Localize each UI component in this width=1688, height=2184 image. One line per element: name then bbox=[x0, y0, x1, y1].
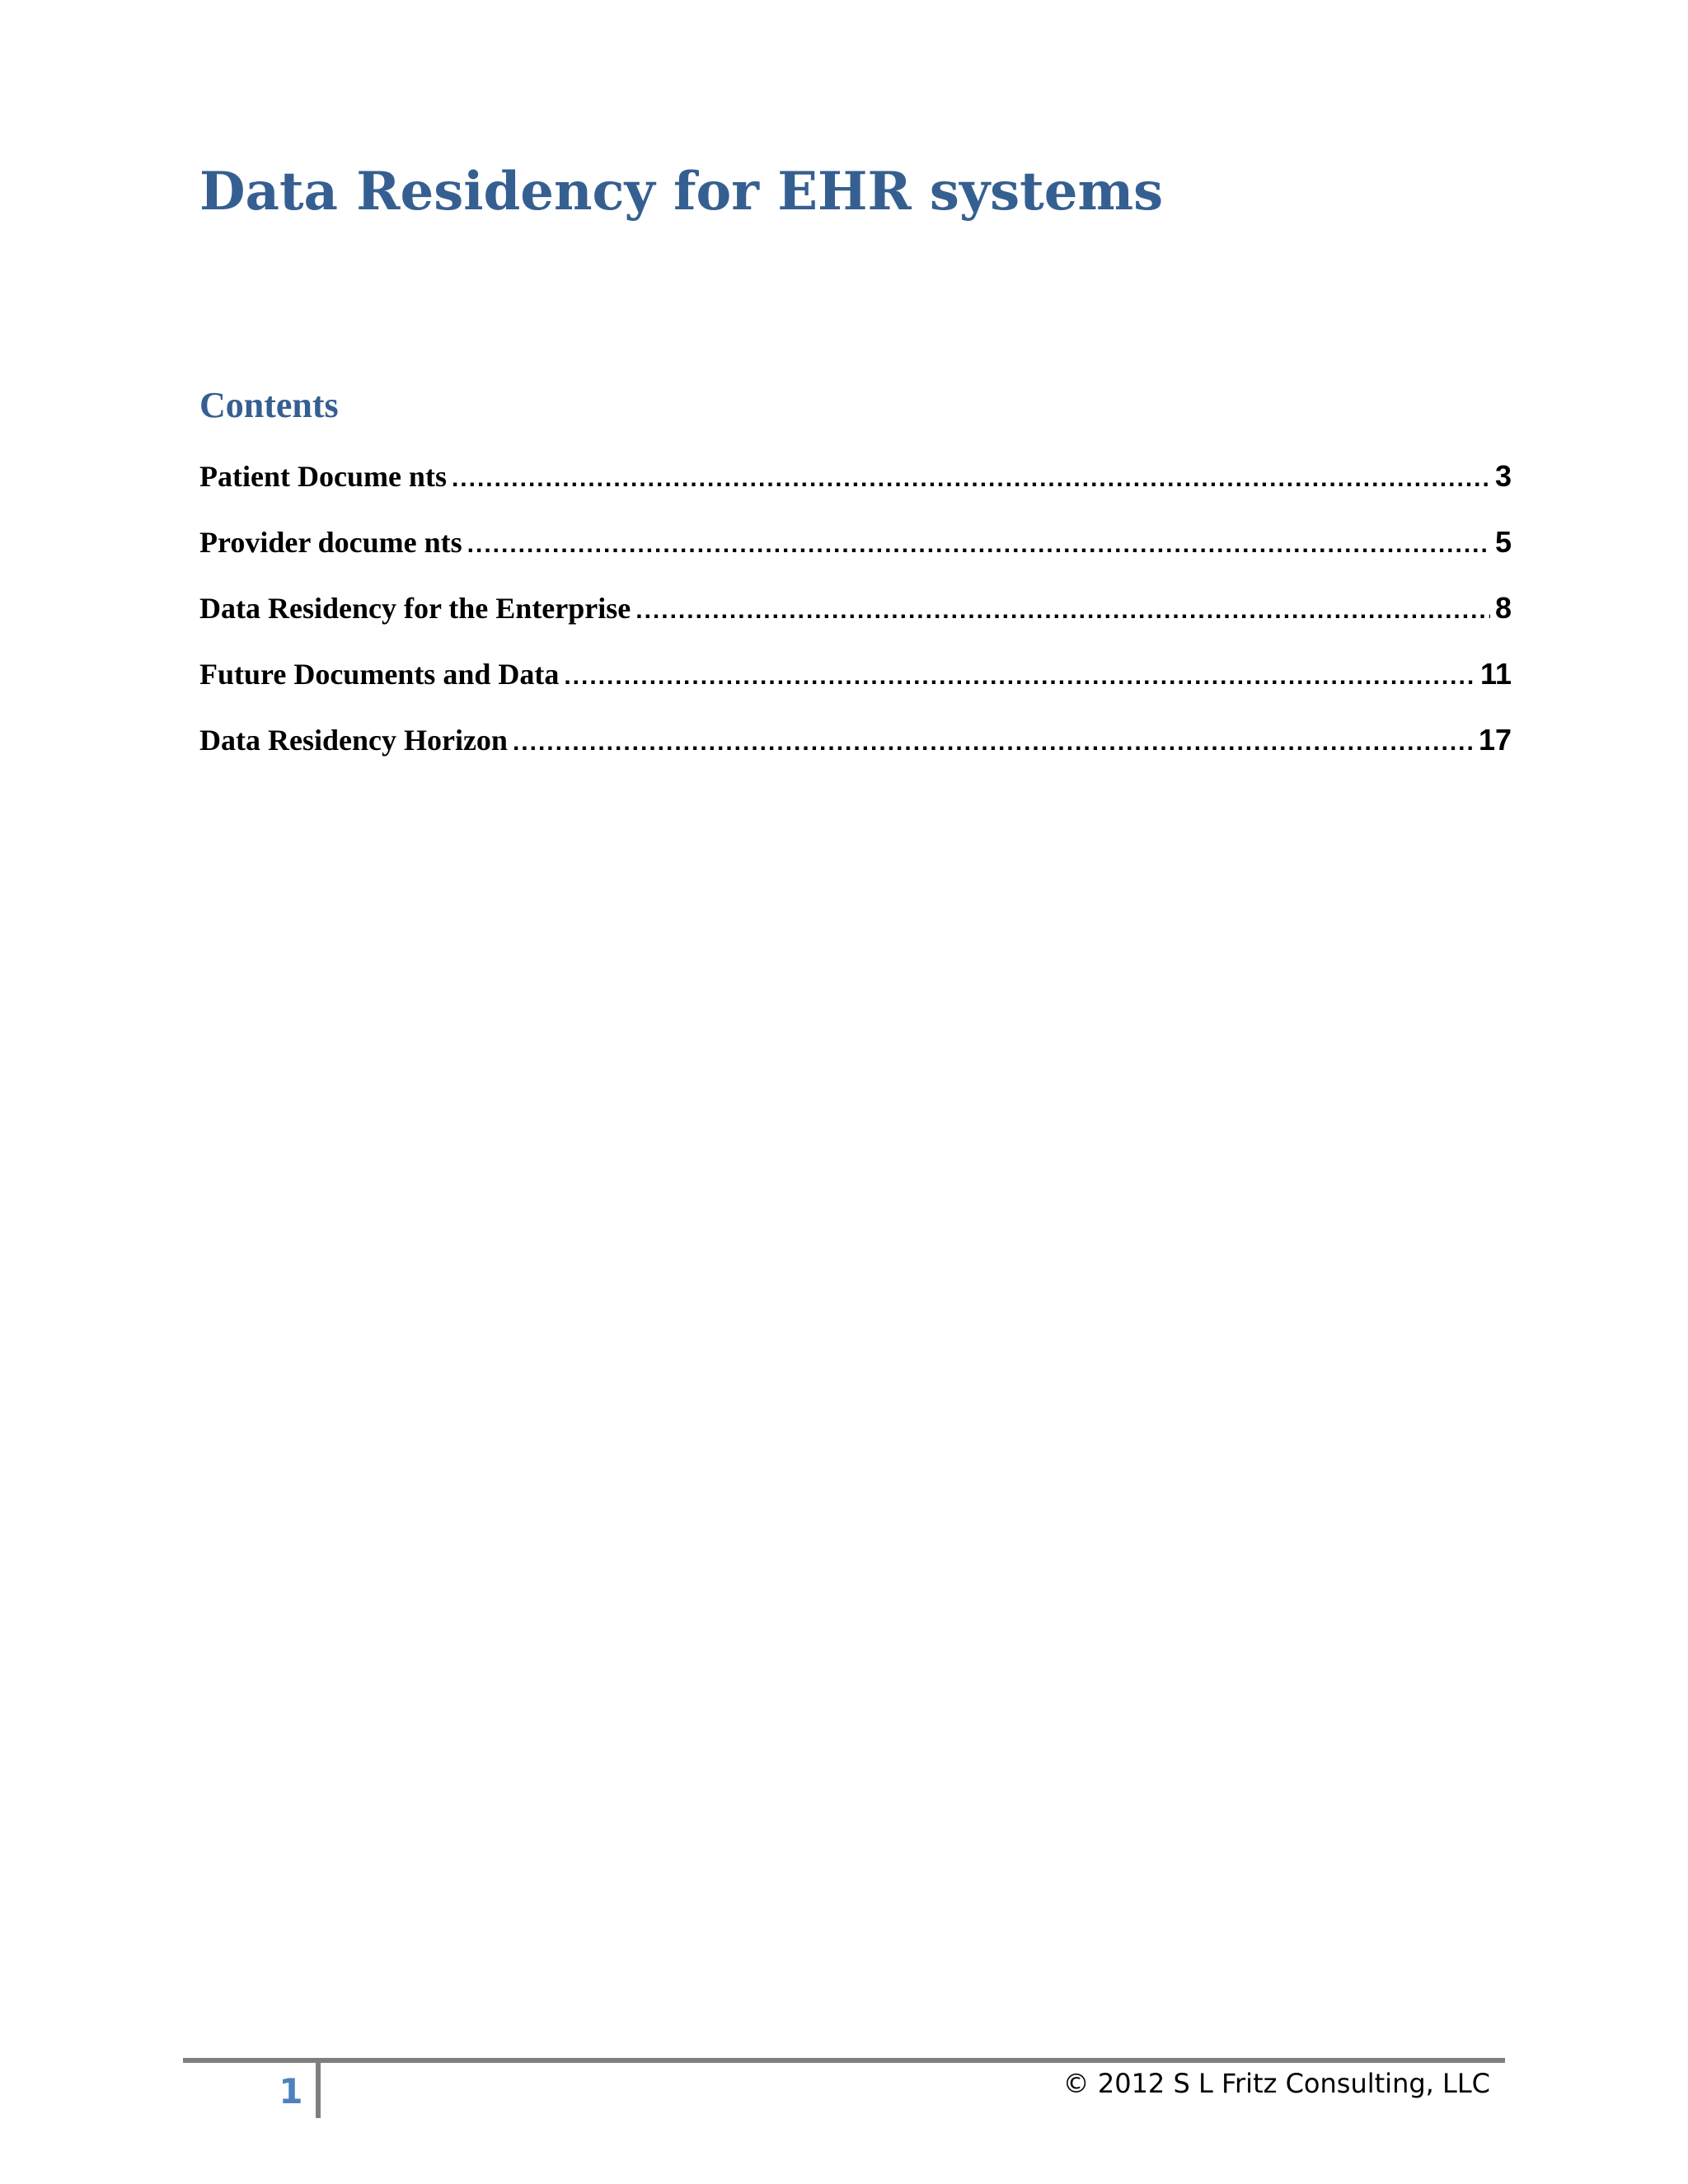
toc-entry-label: Future Documents and Data bbox=[199, 658, 560, 691]
document-title: Data Residency for EHR systems bbox=[199, 161, 1164, 223]
toc-entry-label: Data Residency Horizon bbox=[199, 724, 508, 757]
toc-dot-leader bbox=[513, 726, 1474, 759]
toc-entry-page: 8 bbox=[1494, 591, 1512, 625]
footer-page-number: 1 bbox=[279, 2071, 303, 2111]
toc-entry-patient-documents[interactable] bbox=[199, 460, 1512, 493]
toc-entry-data-residency-enterprise[interactable] bbox=[199, 592, 1512, 625]
footer-copyright: © 2012 S L Fritz Consulting, LLC bbox=[1062, 2068, 1490, 2099]
toc-entry-provider-documents[interactable] bbox=[199, 526, 1512, 559]
table-of-contents bbox=[199, 460, 1512, 790]
toc-entry-future-documents-data[interactable] bbox=[199, 658, 1512, 691]
toc-entry-page: 17 bbox=[1478, 723, 1512, 757]
toc-entry-label: Patient Docume nts bbox=[199, 460, 447, 493]
toc-dot-leader bbox=[635, 594, 1490, 627]
toc-entry-label: Provider docume nts bbox=[199, 526, 462, 559]
toc-dot-leader bbox=[467, 528, 1490, 561]
toc-dot-leader bbox=[452, 462, 1490, 495]
toc-entry-label: Data Residency for the Enterprise bbox=[199, 592, 631, 625]
footer-divider bbox=[316, 2063, 321, 2118]
toc-heading: Contents bbox=[199, 385, 339, 425]
toc-entry-data-residency-horizon[interactable] bbox=[199, 724, 1512, 757]
footer-rule bbox=[183, 2058, 1505, 2063]
toc-entry-page: 11 bbox=[1479, 657, 1512, 691]
toc-entry-page: 5 bbox=[1494, 525, 1512, 559]
toc-entry-page: 3 bbox=[1494, 459, 1512, 493]
toc-dot-leader bbox=[564, 660, 1475, 693]
